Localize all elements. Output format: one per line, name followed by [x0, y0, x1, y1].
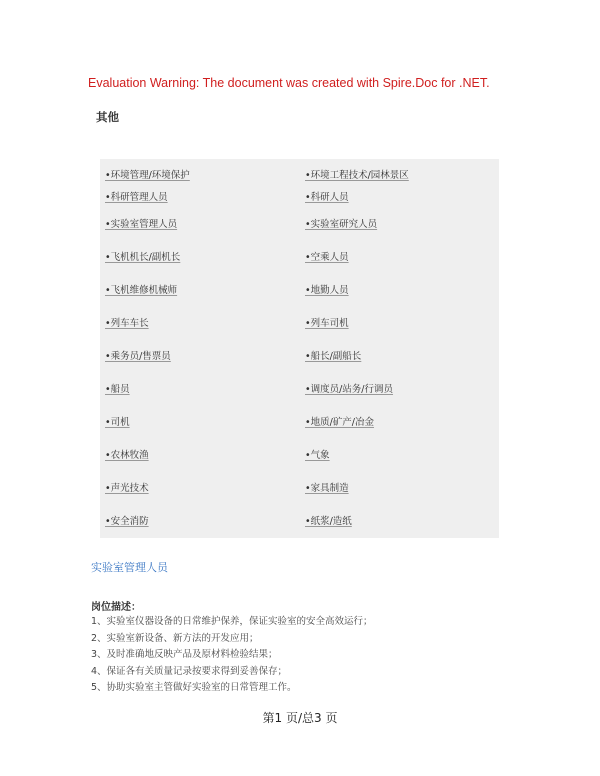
job-category-link[interactable]: •司机 [105, 417, 130, 428]
job-category-link[interactable]: •船长/副船长 [305, 351, 362, 362]
job-category-link[interactable]: •船员 [105, 384, 130, 395]
job-category-link[interactable]: •实验室管理人员 [105, 219, 178, 230]
job-category-link[interactable]: •科研人员 [305, 192, 349, 203]
job-category-link[interactable]: •科研管理人员 [105, 192, 168, 203]
job-category-link[interactable]: •飞机机长/副机长 [105, 252, 181, 263]
duty-item: 5、协助实验室主管做好实验室的日常管理工作。 [91, 682, 297, 693]
job-category-link[interactable]: •安全消防 [105, 516, 149, 527]
job-category-link[interactable]: •列车车长 [105, 318, 149, 329]
job-category-link[interactable]: •纸浆/造纸 [305, 516, 352, 527]
job-category-link[interactable]: •调度员/站务/行调员 [305, 384, 394, 395]
duty-list [91, 614, 373, 697]
job-category-link[interactable]: •地质/矿产/冶金 [305, 417, 375, 428]
duty-description-label: 岗位描述： [91, 602, 141, 613]
job-category-link[interactable]: •家具制造 [305, 483, 349, 494]
job-category-link[interactable]: •空乘人员 [305, 252, 349, 263]
duty-item: 1、实验室仪器设备的日常维护保养，保证实验室的安全高效运行； [91, 616, 373, 627]
job-category-link[interactable]: •列车司机 [305, 318, 349, 329]
job-category-link[interactable]: •农林牧渔 [105, 450, 149, 461]
job-category-link[interactable]: •声光技术 [105, 483, 149, 494]
job-title-link[interactable]: 实验室管理人员 [91, 561, 168, 574]
page-footer: 第1 页/总3 页 [262, 711, 338, 725]
duty-item: 2、实验室新设备、新方法的开发应用； [91, 632, 259, 644]
job-category-link[interactable]: •实验室研究人员 [305, 219, 378, 230]
section-heading: 其他 [96, 110, 119, 124]
job-category-link[interactable]: •气象 [305, 450, 330, 461]
job-category-grid [100, 159, 499, 538]
duty-item: 4、保证各有关质量记录按要求得到妥善保存； [91, 665, 288, 677]
duty-item: 3、及时准确地反映产品及原材料检验结果； [91, 649, 278, 660]
evaluation-warning: Evaluation Warning: The document was created with Spire.Doc for .NET. [88, 76, 490, 90]
job-category-link[interactable]: •地勤人员 [305, 285, 349, 296]
job-category-link[interactable]: •环境工程技术/园林景区 [305, 170, 409, 181]
job-category-link[interactable]: •乘务员/售票员 [105, 351, 171, 362]
job-category-link[interactable]: •环境管理/环境保护 [105, 170, 190, 181]
job-category-link[interactable]: •飞机维修机械师 [105, 285, 178, 296]
